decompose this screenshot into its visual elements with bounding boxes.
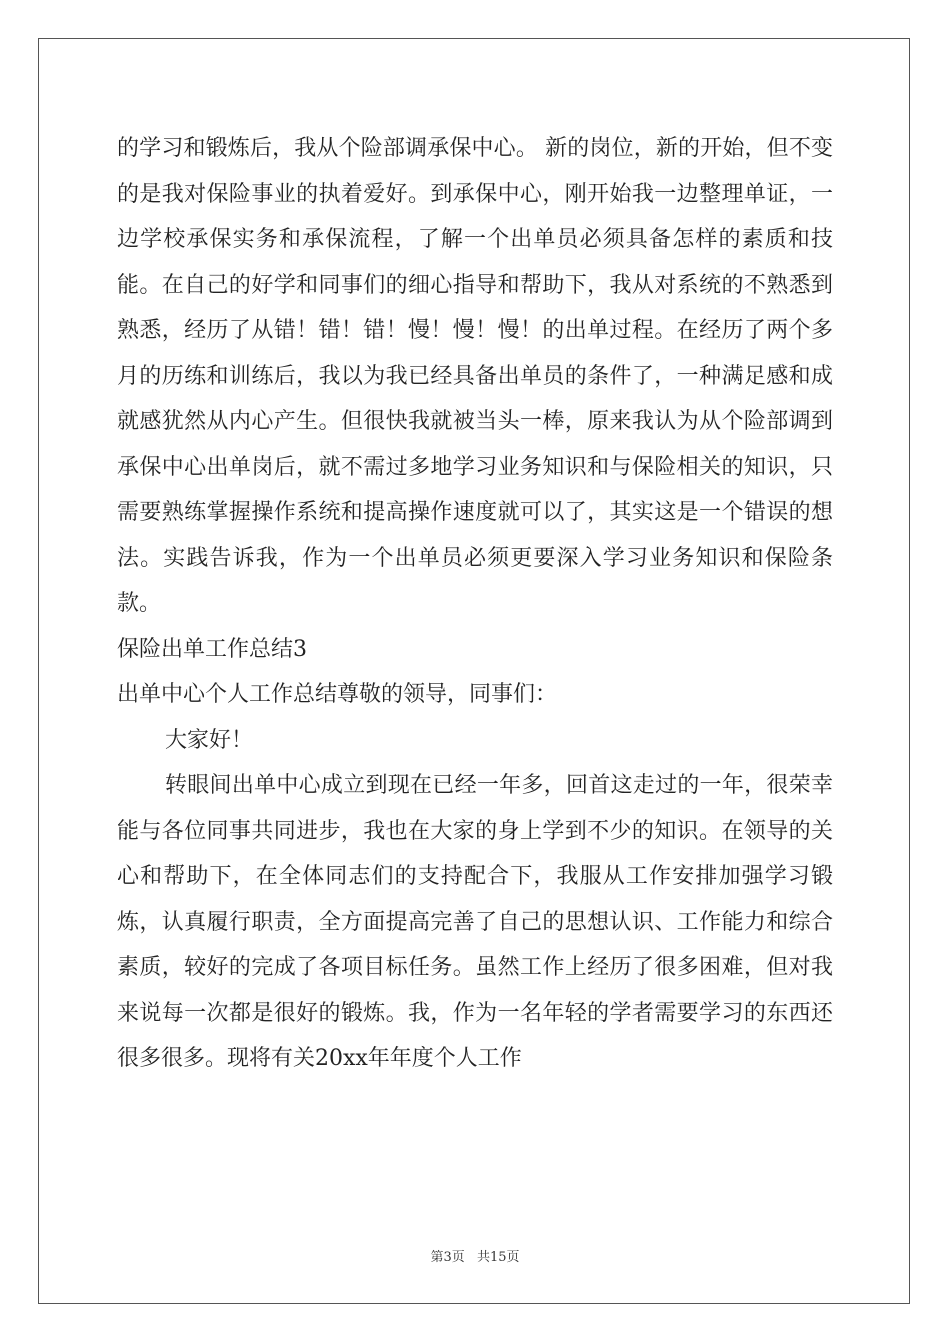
body-paragraph-2: 转眼间出单中心成立到现在已经一年多，回首这走过的一年，很荣幸能与各位同事共同进步，我也在大家的身上学到不少的知识。在领导的关心和帮助下，在全体同志们的支持配合下，我服从工作安排加强学习锻炼，认真履行职责，全方面提高完善了自己的思想认识、工作能力和综合素质，较好的完成了各项目标任务。虽然工作上经历了很多困难，但对我来说每一次都是很好的锻炼。我，作为一名年轻的学者需要学习的东西还很多很多。现将有关20xx年年度个人工作 (117, 773, 833, 1071)
page-footer (0, 1246, 950, 1265)
greeting: 大家好！ (165, 727, 254, 753)
section-heading: 保险出单工作总结3 (117, 636, 307, 662)
report-opening: 出单中心个人工作总结尊敬的领导，同事们： (117, 682, 558, 707)
document-body (117, 126, 833, 1082)
page-number: 第3页 (430, 1250, 465, 1265)
body-paragraph-1: 的学习和锻炼后，我从个险部调承保中心。 新的岗位，新的开始，但不变的是我对保险事业的执着爱好。到承保中心，刚开始我一边整理单证，一边学校承保实务和承保流程，了解一个出单员必须具备怎样的素质和技能。在自己的好学和同事们的细心指导和帮助下，我从对系统的不熟悉到熟悉，经历了从错！错！错！慢！慢！慢！的出单过程。在经历了两个多月的历练和训练后，我以为我已经具备出单员的条件了，一种满足感和成就感犹然从内心产生。但很快我就被当头一棒，原来我认为从个险部调到承保中心出单岗后，就不需过多地学习业务知识和与保险相关的知识，只需要熟练掌握操作系统和提高操作速度就可以了，其实这是一个错误的想法。实践告诉我，作为一个出单员必须更要深入学习业务知识和保险条款。 (117, 136, 833, 616)
page-total: 共15页 (476, 1250, 520, 1265)
